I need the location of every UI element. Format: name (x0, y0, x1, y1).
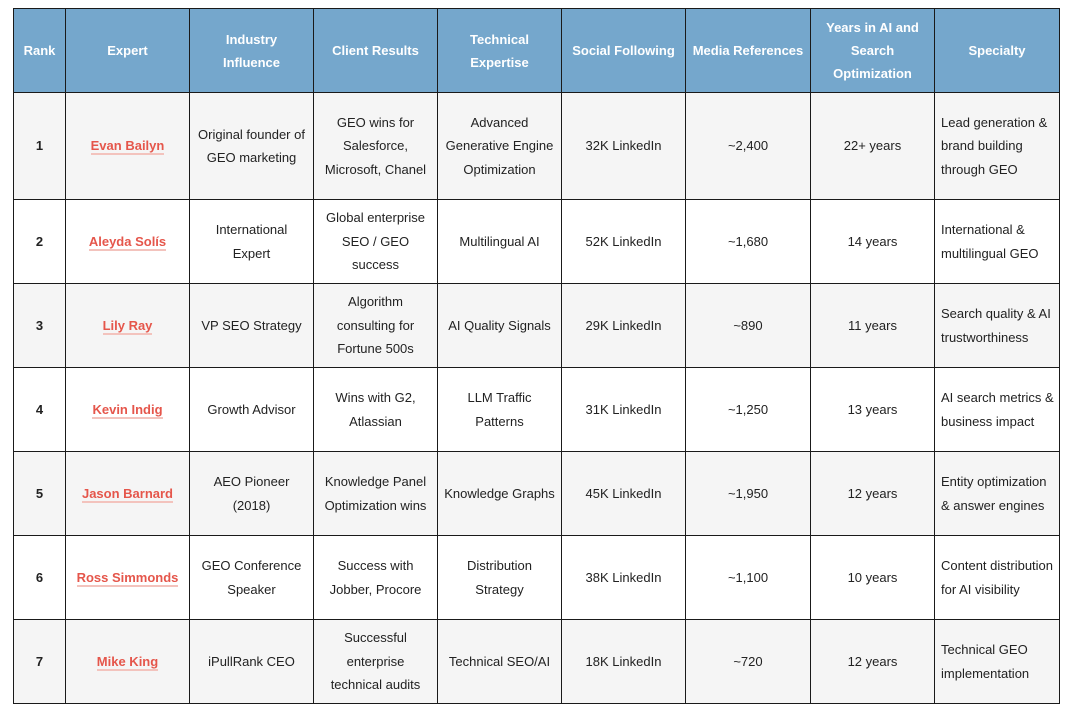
results-cell: Success with Jobber, Procore (314, 536, 438, 620)
table-row (14, 536, 1060, 620)
expert-link[interactable]: Aleyda Solís (88, 233, 167, 249)
expertise-cell: Knowledge Graphs (438, 452, 562, 536)
header-media-references: Media References (686, 9, 811, 93)
header-industry-influence: Industry Influence (190, 9, 314, 93)
table-row (14, 93, 1060, 200)
media-cell: ~720 (686, 620, 811, 704)
expert-link[interactable]: Mike King (96, 653, 159, 669)
years-cell: 22+ years (811, 93, 935, 200)
results-cell: Successful enterprise technical audits (314, 620, 438, 704)
results-cell: GEO wins for Salesforce, Microsoft, Chanel (314, 93, 438, 200)
expert-link[interactable]: Jason Barnard (81, 485, 174, 501)
rank-cell: 4 (14, 368, 66, 452)
expert-cell (66, 284, 190, 368)
influence-cell: International Expert (190, 200, 314, 284)
years-cell: 11 years (811, 284, 935, 368)
social-cell: 29K LinkedIn (562, 284, 686, 368)
expert-cell (66, 93, 190, 200)
header-expert: Expert (66, 9, 190, 93)
media-cell: ~1,680 (686, 200, 811, 284)
years-cell: 14 years (811, 200, 935, 284)
header-technical-expertise: Technical Expertise (438, 9, 562, 93)
specialty-cell: Technical GEO implementation (935, 620, 1060, 704)
header-social-following: Social Following (562, 9, 686, 93)
results-cell: Wins with G2, Atlassian (314, 368, 438, 452)
header-specialty: Specialty (935, 9, 1060, 93)
table-row (14, 452, 1060, 536)
expertise-cell: AI Quality Signals (438, 284, 562, 368)
rank-cell: 7 (14, 620, 66, 704)
expertise-cell: Technical SEO/AI (438, 620, 562, 704)
influence-cell: iPullRank CEO (190, 620, 314, 704)
rank-cell: 1 (14, 93, 66, 200)
expert-link[interactable]: Evan Bailyn (90, 138, 165, 154)
specialty-cell: Content distribution for AI visibility (935, 536, 1060, 620)
rank-cell: 5 (14, 452, 66, 536)
table-header-row (14, 9, 1060, 93)
social-cell: 45K LinkedIn (562, 452, 686, 536)
years-cell: 10 years (811, 536, 935, 620)
media-cell: ~1,950 (686, 452, 811, 536)
header-years-experience: Years in AI and Search Optimization (811, 9, 935, 93)
expertise-cell: Distribution Strategy (438, 536, 562, 620)
expert-cell (66, 620, 190, 704)
social-cell: 38K LinkedIn (562, 536, 686, 620)
results-cell: Global enterprise SEO / GEO success (314, 200, 438, 284)
influence-cell: GEO Conference Speaker (190, 536, 314, 620)
social-cell: 18K LinkedIn (562, 620, 686, 704)
table-row (14, 284, 1060, 368)
experts-ranking-table-container (13, 8, 1059, 704)
social-cell: 32K LinkedIn (562, 93, 686, 200)
specialty-cell: International & multilingual GEO (935, 200, 1060, 284)
years-cell: 13 years (811, 368, 935, 452)
expert-cell (66, 536, 190, 620)
specialty-cell: Search quality & AI trustworthiness (935, 284, 1060, 368)
social-cell: 52K LinkedIn (562, 200, 686, 284)
specialty-cell: Lead generation & brand building through GEO (935, 93, 1060, 200)
results-cell: Knowledge Panel Optimization wins (314, 452, 438, 536)
influence-cell: Original founder of GEO marketing (190, 93, 314, 200)
expertise-cell: Advanced Generative Engine Optimization (438, 93, 562, 200)
media-cell: ~1,100 (686, 536, 811, 620)
expert-link[interactable]: Lily Ray (102, 317, 153, 333)
expert-link[interactable]: Kevin Indig (92, 401, 163, 417)
media-cell: ~2,400 (686, 93, 811, 200)
expert-link[interactable]: Ross Simmonds (76, 569, 179, 585)
specialty-cell: AI search metrics & business impact (935, 368, 1060, 452)
rank-cell: 2 (14, 200, 66, 284)
media-cell: ~1,250 (686, 368, 811, 452)
rank-cell: 6 (14, 536, 66, 620)
influence-cell: VP SEO Strategy (190, 284, 314, 368)
influence-cell: AEO Pioneer (2018) (190, 452, 314, 536)
specialty-cell: Entity optimization & answer engines (935, 452, 1060, 536)
expert-cell (66, 452, 190, 536)
influence-cell: Growth Advisor (190, 368, 314, 452)
social-cell: 31K LinkedIn (562, 368, 686, 452)
expert-cell (66, 368, 190, 452)
expertise-cell: LLM Traffic Patterns (438, 368, 562, 452)
header-client-results: Client Results (314, 9, 438, 93)
expert-cell (66, 200, 190, 284)
table-row (14, 368, 1060, 452)
expertise-cell: Multilingual AI (438, 200, 562, 284)
table-row (14, 200, 1060, 284)
results-cell: Algorithm consulting for Fortune 500s (314, 284, 438, 368)
table-row (14, 620, 1060, 704)
header-rank: Rank (14, 9, 66, 93)
years-cell: 12 years (811, 620, 935, 704)
rank-cell: 3 (14, 284, 66, 368)
experts-ranking-table (13, 8, 1060, 704)
media-cell: ~890 (686, 284, 811, 368)
years-cell: 12 years (811, 452, 935, 536)
